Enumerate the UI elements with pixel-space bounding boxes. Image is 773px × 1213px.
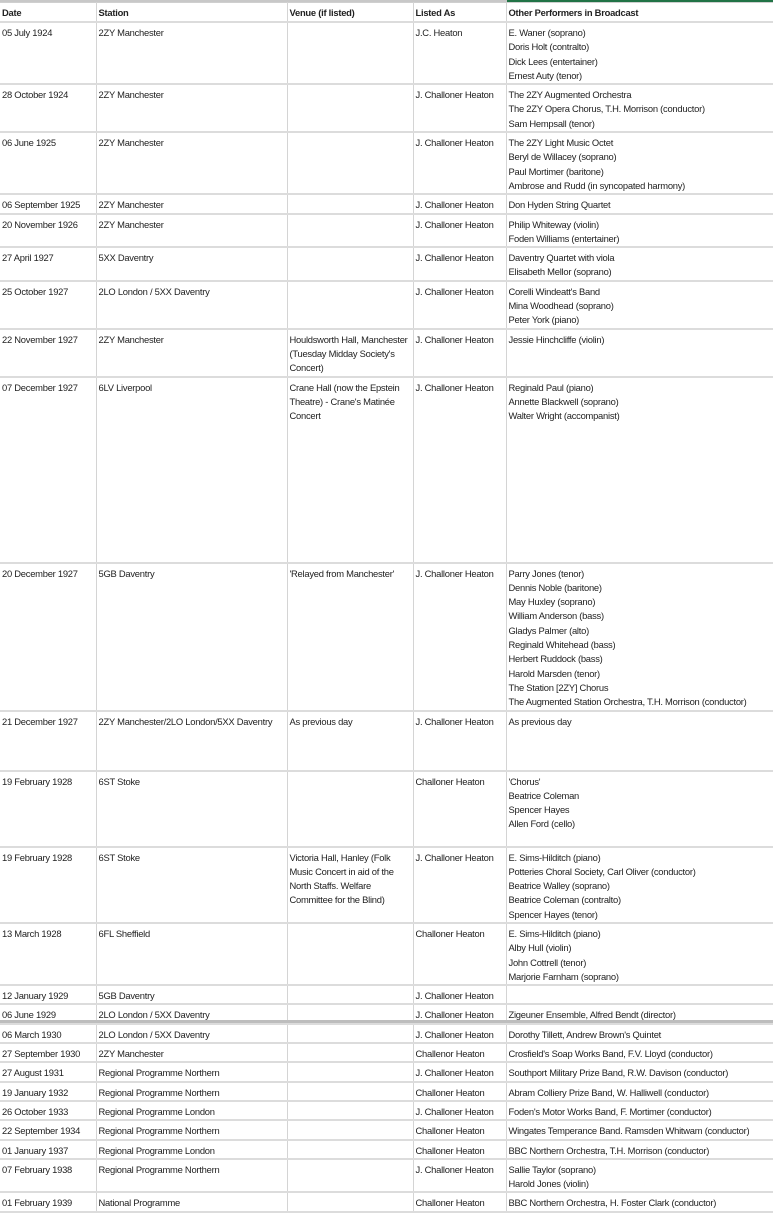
listed-as-cell[interactable]: J. Challoner Heaton xyxy=(413,563,506,711)
performer-line: Beatrice Walley (soprano) xyxy=(508,880,610,892)
performer-line: BBC Northern Orchestra, H. Foster Clark (conductor) xyxy=(508,1197,717,1209)
performer-line: E. Sims-Hilditch (piano) xyxy=(508,927,601,939)
listed-as-cell[interactable]: Challoner Heaton xyxy=(413,1140,506,1159)
performer-line: Beatrice Coleman (contralto) xyxy=(508,894,621,906)
date-cell[interactable]: 22 September 1934 xyxy=(0,1120,96,1139)
performer-line: Marjorie Farnham (soprano) xyxy=(508,970,619,982)
performer-line: May Huxley (soprano) xyxy=(508,596,596,608)
performer-line: Dennis Noble (baritone) xyxy=(508,581,602,593)
date-cell[interactable]: 12 January 1929 xyxy=(0,985,96,1004)
date-cell[interactable]: 06 March 1930 xyxy=(0,1024,96,1043)
table-row xyxy=(0,1120,773,1139)
performer-line: Parry Jones (tenor) xyxy=(508,567,584,579)
performers-cell[interactable] xyxy=(506,1192,773,1211)
venue-cell[interactable]: 'Relayed from Manchester' xyxy=(287,563,413,711)
station-cell[interactable]: Regional Programme London xyxy=(96,1140,287,1159)
listed-as-cell[interactable]: J. Challoner Heaton xyxy=(413,281,506,329)
venue-cell[interactable] xyxy=(287,1120,413,1139)
venue-cell[interactable] xyxy=(287,194,413,213)
station-cell[interactable]: Regional Programme Northern xyxy=(96,1159,287,1193)
table-row xyxy=(0,1159,773,1193)
performer-line: Ernest Auty (tenor) xyxy=(508,69,582,81)
performer-line: Dorothy Tillett, Andrew Brown's Quintet xyxy=(508,1028,662,1040)
performer-line: Ambrose and Rudd (in syncopated harmony) xyxy=(508,179,686,191)
performers-cell[interactable] xyxy=(506,377,773,563)
header-row xyxy=(0,3,773,23)
performer-line: Peter York (piano) xyxy=(508,314,580,326)
table-row xyxy=(0,711,773,771)
performers-cell[interactable] xyxy=(506,329,773,377)
performer-line: Walter Wright (accompanist) xyxy=(508,410,620,422)
venue-cell[interactable] xyxy=(287,214,413,248)
performer-line: Zigeuner Ensemble, Alfred Bendt (director) xyxy=(508,1009,676,1021)
venue-cell[interactable] xyxy=(287,247,413,281)
header-other-performers[interactable]: Other Performers in Broadcast xyxy=(506,3,773,23)
station-cell[interactable]: 2ZY Manchester xyxy=(96,194,287,213)
date-cell[interactable]: 25 October 1927 xyxy=(0,281,96,329)
table-row xyxy=(0,1024,773,1043)
performers-cell[interactable] xyxy=(506,1024,773,1043)
performers-cell[interactable] xyxy=(506,194,773,213)
performers-cell[interactable] xyxy=(506,132,773,194)
station-cell[interactable]: 2LO London / 5XX Daventry xyxy=(96,281,287,329)
table-row xyxy=(0,847,773,923)
table-row xyxy=(0,1192,773,1211)
performer-line: The Station [2ZY] Chorus xyxy=(508,681,609,693)
performers-cell[interactable] xyxy=(506,1043,773,1062)
date-cell[interactable]: 01 January 1937 xyxy=(0,1140,96,1159)
performer-line: As previous day xyxy=(508,715,572,727)
listed-as-cell[interactable]: Challoner Heaton xyxy=(413,1082,506,1101)
performer-line: E. Sims-Hilditch (piano) xyxy=(508,851,601,863)
table-row xyxy=(0,1140,773,1159)
listed-as-cell[interactable]: J. Challoner Heaton xyxy=(413,1159,506,1193)
station-cell[interactable]: 5GB Daventry xyxy=(96,563,287,711)
performer-line: The 2ZY Light Music Octet xyxy=(508,137,614,149)
performer-line: BBC Northern Orchestra, T.H. Morrison (conductor) xyxy=(508,1144,710,1156)
venue-cell[interactable] xyxy=(287,1043,413,1062)
venue-cell[interactable] xyxy=(287,1159,413,1193)
venue-cell[interactable] xyxy=(287,22,413,84)
date-cell[interactable]: 20 November 1926 xyxy=(0,214,96,248)
venue-cell[interactable] xyxy=(287,1192,413,1211)
broadcast-table xyxy=(0,2,773,1213)
station-cell[interactable]: 2LO London / 5XX Daventry xyxy=(96,1024,287,1043)
performers-cell[interactable] xyxy=(506,1140,773,1159)
date-cell[interactable]: 07 February 1938 xyxy=(0,1159,96,1193)
station-cell[interactable]: 5XX Daventry xyxy=(96,247,287,281)
station-cell[interactable]: 6ST Stoke xyxy=(96,847,287,923)
performers-cell[interactable] xyxy=(506,1101,773,1120)
performer-line: John Cottrell (tenor) xyxy=(508,956,587,968)
listed-as-cell[interactable]: J. Challoner Heaton xyxy=(413,194,506,213)
performers-cell[interactable] xyxy=(506,771,773,847)
venue-cell[interactable] xyxy=(287,1062,413,1081)
performers-cell[interactable] xyxy=(506,711,773,771)
station-cell[interactable]: 6FL Sheffield xyxy=(96,923,287,985)
station-cell[interactable]: 5GB Daventry xyxy=(96,985,287,1004)
performer-line: The 2ZY Augmented Orchestra xyxy=(508,89,632,101)
performer-line: Don Hyden String Quartet xyxy=(508,199,611,211)
performer-line: Herbert Ruddock (bass) xyxy=(508,653,603,665)
table-row xyxy=(0,132,773,194)
venue-cell[interactable] xyxy=(287,1082,413,1101)
listed-as-cell[interactable]: J.C. Heaton xyxy=(413,22,506,84)
station-cell[interactable]: Regional Programme London xyxy=(96,1101,287,1120)
performer-line: Beatrice Coleman xyxy=(508,789,580,801)
performers-cell[interactable] xyxy=(506,923,773,985)
venue-cell[interactable] xyxy=(287,985,413,1004)
performer-line: Annette Blackwell (soprano) xyxy=(508,395,619,407)
performer-line: Daventry Quartet with viola xyxy=(508,252,615,264)
performer-line: Abram Colliery Prize Band, W. Halliwell (conductor) xyxy=(508,1086,709,1098)
performer-line: Spencer Hayes xyxy=(508,804,570,816)
performer-line: Crosfield's Soap Works Band, F.V. Lloyd (conductor) xyxy=(508,1048,713,1060)
performer-line: Paul Mortimer (baritone) xyxy=(508,165,604,177)
station-cell[interactable]: National Programme xyxy=(96,1192,287,1211)
station-cell[interactable]: 2ZY Manchester xyxy=(96,1043,287,1062)
performer-line: Doris Holt (contralto) xyxy=(508,41,589,53)
performer-line: Foden Williams (entertainer) xyxy=(508,232,620,244)
header-date[interactable]: Date xyxy=(0,3,96,23)
performer-line: The Augmented Station Orchestra, T.H. Morrison (conductor) xyxy=(508,696,747,708)
table-row xyxy=(0,377,773,563)
performer-line: Mina Woodhead (soprano) xyxy=(508,300,614,312)
table-row xyxy=(0,281,773,329)
date-cell[interactable]: 27 August 1931 xyxy=(0,1062,96,1081)
date-cell[interactable]: 21 December 1927 xyxy=(0,711,96,771)
listed-as-cell[interactable]: J. Challoner Heaton xyxy=(413,1101,506,1120)
table-row xyxy=(0,923,773,985)
table-row xyxy=(0,1043,773,1062)
station-cell[interactable]: 2LO London / 5XX Daventry xyxy=(96,1004,287,1023)
station-cell[interactable]: 6LV Liverpool xyxy=(96,377,287,563)
performer-line: Alby Hull (violin) xyxy=(508,942,572,954)
listed-as-cell[interactable]: J. Challoner Heaton xyxy=(413,329,506,377)
listed-as-cell[interactable]: J. Challoner Heaton xyxy=(413,1062,506,1081)
performers-cell[interactable] xyxy=(506,985,773,1004)
performer-line: Southport Military Prize Band, R.W. Davison (conductor) xyxy=(508,1067,729,1079)
date-cell[interactable]: 20 December 1927 xyxy=(0,563,96,711)
table-row xyxy=(0,214,773,248)
venue-cell[interactable] xyxy=(287,1024,413,1043)
listed-as-cell[interactable]: J. Challoner Heaton xyxy=(413,847,506,923)
performer-line: 'Chorus' xyxy=(508,775,541,787)
table-row xyxy=(0,985,773,1004)
date-cell[interactable]: 27 April 1927 xyxy=(0,247,96,281)
performer-line: Allen Ford (cello) xyxy=(508,818,575,830)
venue-cell[interactable]: Houldsworth Hall, Manchester (Tuesday Midday Society's Concert) xyxy=(287,329,413,377)
venue-cell[interactable] xyxy=(287,132,413,194)
station-cell[interactable]: Regional Programme Northern xyxy=(96,1082,287,1101)
performer-line: Jessie Hinchcliffe (violin) xyxy=(508,333,605,345)
performer-line: Sam Hempsall (tenor) xyxy=(508,117,595,129)
table-row xyxy=(0,771,773,847)
station-cell[interactable]: 2ZY Manchester xyxy=(96,84,287,132)
date-cell[interactable]: 27 September 1930 xyxy=(0,1043,96,1062)
listed-as-cell[interactable]: J. Challoner Heaton xyxy=(413,711,506,771)
performer-line: Wingates Temperance Band. Ramsden Whitwam (conductor) xyxy=(508,1125,750,1137)
listed-as-cell[interactable]: J. Challoner Heaton xyxy=(413,214,506,248)
station-cell[interactable]: 2ZY Manchester xyxy=(96,214,287,248)
listed-as-cell[interactable]: Challoner Heaton xyxy=(413,771,506,847)
performer-line: Beryl de Willacey (soprano) xyxy=(508,151,617,163)
performer-line: Foden's Motor Works Band, F. Mortimer (conductor) xyxy=(508,1105,712,1117)
table-row xyxy=(0,563,773,711)
listed-as-cell[interactable]: J. Challoner Heaton xyxy=(413,132,506,194)
listed-as-cell[interactable]: Challoner Heaton xyxy=(413,1192,506,1211)
table-row xyxy=(0,84,773,132)
listed-as-cell[interactable]: J. Challenor Heaton xyxy=(413,247,506,281)
performer-line: Corelli Windeatt's Band xyxy=(508,285,600,297)
performers-cell[interactable] xyxy=(506,214,773,248)
date-cell[interactable]: 07 December 1927 xyxy=(0,377,96,563)
listed-as-cell[interactable]: J. Challoner Heaton xyxy=(413,985,506,1004)
table-row xyxy=(0,1062,773,1081)
performer-line: Dick Lees (entertainer) xyxy=(508,55,598,67)
venue-cell[interactable] xyxy=(287,281,413,329)
performers-cell[interactable] xyxy=(506,563,773,711)
station-cell[interactable]: Regional Programme Northern xyxy=(96,1062,287,1081)
performer-line: Harold Marsden (tenor) xyxy=(508,667,600,679)
performer-line: William Anderson (bass) xyxy=(508,610,604,622)
table-row xyxy=(0,1082,773,1101)
date-cell[interactable]: 28 October 1924 xyxy=(0,84,96,132)
listed-as-cell[interactable]: Challenor Heaton xyxy=(413,1043,506,1062)
performers-cell[interactable] xyxy=(506,1082,773,1101)
performer-line: Elisabeth Mellor (soprano) xyxy=(508,266,612,278)
date-cell[interactable]: 19 February 1928 xyxy=(0,771,96,847)
venue-cell[interactable] xyxy=(287,84,413,132)
date-cell[interactable]: 13 March 1928 xyxy=(0,923,96,985)
listed-as-cell[interactable]: J. Challoner Heaton xyxy=(413,84,506,132)
performers-cell[interactable] xyxy=(506,281,773,329)
performer-line: Gladys Palmer (alto) xyxy=(508,624,589,636)
performer-line: Reginald Paul (piano) xyxy=(508,381,594,393)
table-row xyxy=(0,1101,773,1120)
performer-line: Spencer Hayes (tenor) xyxy=(508,908,598,920)
performers-cell[interactable] xyxy=(506,1159,773,1193)
date-cell[interactable]: 19 January 1932 xyxy=(0,1082,96,1101)
listed-as-cell[interactable]: J. Challoner Heaton xyxy=(413,377,506,563)
performer-line: Philip Whiteway (violin) xyxy=(508,218,599,230)
table-row xyxy=(0,329,773,377)
station-cell[interactable]: Regional Programme Northern xyxy=(96,1120,287,1139)
performer-line: Potteries Choral Society, Carl Oliver (conductor) xyxy=(508,865,696,877)
venue-cell[interactable] xyxy=(287,1101,413,1120)
performers-cell[interactable] xyxy=(506,84,773,132)
listed-as-cell[interactable]: Challoner Heaton xyxy=(413,1120,506,1139)
header-station[interactable]: Station xyxy=(96,3,287,23)
date-cell[interactable]: 22 November 1927 xyxy=(0,329,96,377)
venue-cell[interactable] xyxy=(287,923,413,985)
performers-cell[interactable] xyxy=(506,1120,773,1139)
table-row xyxy=(0,194,773,213)
venue-cell[interactable] xyxy=(287,771,413,847)
performer-line: Harold Jones (violin) xyxy=(508,1178,589,1190)
venue-cell[interactable] xyxy=(287,1140,413,1159)
station-cell[interactable]: 2ZY Manchester/2LO London/5XX Daventry xyxy=(96,711,287,771)
performer-line: E. Waner (soprano) xyxy=(508,27,586,38)
date-cell[interactable]: 05 July 1924 xyxy=(0,22,96,84)
header-venue[interactable]: Venue (if listed) xyxy=(287,3,413,23)
date-cell[interactable]: 06 September 1925 xyxy=(0,194,96,213)
listed-as-cell[interactable]: Challoner Heaton xyxy=(413,923,506,985)
date-cell[interactable]: 06 June 1925 xyxy=(0,132,96,194)
station-cell[interactable]: 2ZY Manchester xyxy=(96,329,287,377)
venue-cell[interactable]: Victoria Hall, Hanley (Folk Music Concert in aid of the North Staffs. Welfare Committee for the Blind) xyxy=(287,847,413,923)
venue-cell[interactable]: Crane Hall (now the Epstein Theatre) - Crane's Matinée Concert xyxy=(287,377,413,563)
performers-cell[interactable] xyxy=(506,22,773,84)
date-cell[interactable]: 26 October 1933 xyxy=(0,1101,96,1120)
date-cell[interactable]: 01 February 1939 xyxy=(0,1192,96,1211)
performer-line: The 2ZY Opera Chorus, T.H. Morrison (conductor) xyxy=(508,103,705,115)
date-cell[interactable]: 06 June 1929 xyxy=(0,1004,96,1023)
listed-as-cell[interactable]: J. Challoner Heaton xyxy=(413,1024,506,1043)
performers-cell[interactable] xyxy=(506,1062,773,1081)
performers-cell[interactable] xyxy=(506,247,773,281)
venue-cell[interactable]: As previous day xyxy=(287,711,413,771)
table-row xyxy=(0,247,773,281)
station-cell[interactable]: 6ST Stoke xyxy=(96,771,287,847)
performer-line: Sallie Taylor (soprano) xyxy=(508,1163,596,1175)
date-cell[interactable]: 19 February 1928 xyxy=(0,847,96,923)
station-cell[interactable]: 2ZY Manchester xyxy=(96,22,287,84)
table-row xyxy=(0,22,773,84)
station-cell[interactable]: 2ZY Manchester xyxy=(96,132,287,194)
listed-as-cell[interactable]: J. Challoner Heaton xyxy=(413,1004,506,1023)
performers-cell[interactable] xyxy=(506,847,773,923)
performer-line: Reginald Whitehead (bass) xyxy=(508,639,616,651)
header-listed-as[interactable]: Listed As xyxy=(413,3,506,23)
